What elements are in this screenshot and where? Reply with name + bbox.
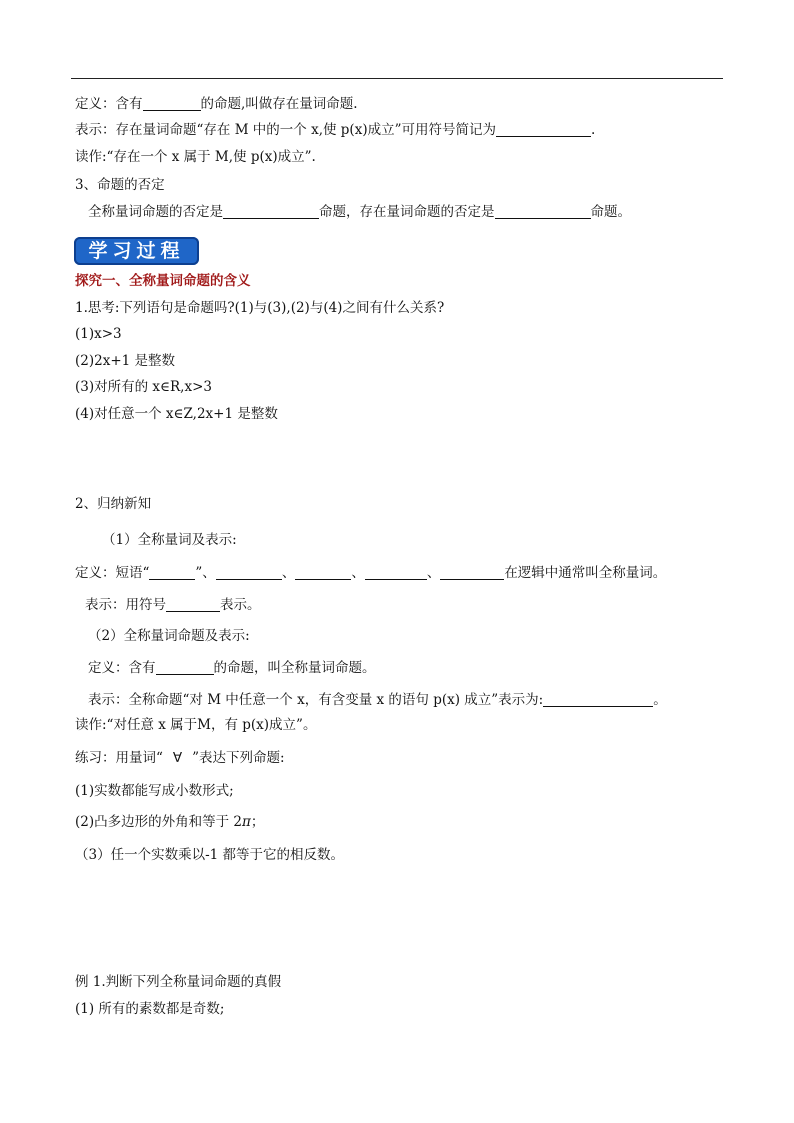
list-item: (4)对任意一个 x∈Z,2x+1 是整数 <box>75 406 278 422</box>
list-item: (3)对所有的 x∈R,x>3 <box>75 379 212 395</box>
explore-question: 1.思考:下列语句是命题吗?(1)与(3),(2)与(4)之间有什么关系? <box>75 300 445 316</box>
learning-process-banner: 学习过程 <box>74 237 199 265</box>
fill-blank[interactable] <box>496 122 591 137</box>
induction-heading: 2、归纳新知 <box>75 496 152 512</box>
fill-blank[interactable] <box>543 692 653 707</box>
fill-blank[interactable] <box>440 565 504 580</box>
universal-symbol-line: 表示：用符号 表示。 <box>85 597 261 613</box>
header-rule <box>71 78 723 79</box>
fill-blank[interactable] <box>223 204 319 219</box>
existential-reading: 读作:“存在一个 x 属于 M,使 p(x)成立”. <box>75 149 316 165</box>
universal-proposition-subheading: （2）全称量词命题及表示: <box>88 628 250 644</box>
universal-quantifier-subheading: （1）全称量词及表示: <box>102 532 237 548</box>
fill-blank[interactable] <box>149 565 195 580</box>
universal-reading: 读作:“对任意 x 属于M，有 p(x)成立”。 <box>75 717 317 733</box>
fill-blank[interactable] <box>156 660 214 675</box>
universal-proposition-notation: 表示：全称命题“对 M 中任意一个 x，有含变量 x 的语句 p(x) 成立”表示为: 。 <box>88 692 667 708</box>
fill-blank[interactable] <box>365 565 427 580</box>
fill-blank[interactable] <box>216 565 282 580</box>
fill-blank[interactable] <box>295 565 351 580</box>
practice-heading: 练习：用量词“ ∀ ”表达下列命题: <box>75 750 285 766</box>
list-item: （3）任一个实数乘以-1 都等于它的相反数。 <box>75 847 345 863</box>
universal-proposition-definition: 定义：含有 的命题，叫全称量词命题。 <box>88 660 376 676</box>
fill-blank[interactable] <box>143 96 201 111</box>
explore-heading: 探究一、全称量词命题的含义 <box>75 273 251 289</box>
fill-blank[interactable] <box>495 204 591 219</box>
negation-text: 全称量词命题的否定是 命题，存在量词命题的否定是 命题。 <box>88 204 631 220</box>
universal-quantifier-definition: 定义：短语“ ”、 、 、 、 在逻辑中通常叫全称量词。 <box>75 565 667 581</box>
list-item: (2)凸多边形的外角和等于 2π； <box>75 814 265 830</box>
list-item: (2)2x+1 是整数 <box>75 353 176 369</box>
example-heading: 例 1.判断下列全称量词命题的真假 <box>75 974 282 990</box>
pi-symbol: π <box>242 814 251 830</box>
list-item: (1)实数都能写成小数形式; <box>75 783 234 799</box>
list-item: (1) 所有的素数都是奇数; <box>75 1001 225 1017</box>
existential-notation: 表示：存在量词命题“存在 M 中的一个 x,使 p(x)成立”可用符号简记为 . <box>75 122 596 138</box>
forall-symbol: ∀ <box>172 750 183 766</box>
existential-definition: 定义：含有 的命题,叫做存在量词命题. <box>75 96 358 112</box>
fill-blank[interactable] <box>166 597 220 612</box>
list-item: (1)x>3 <box>75 326 122 342</box>
negation-heading: 3、命题的否定 <box>75 177 165 193</box>
